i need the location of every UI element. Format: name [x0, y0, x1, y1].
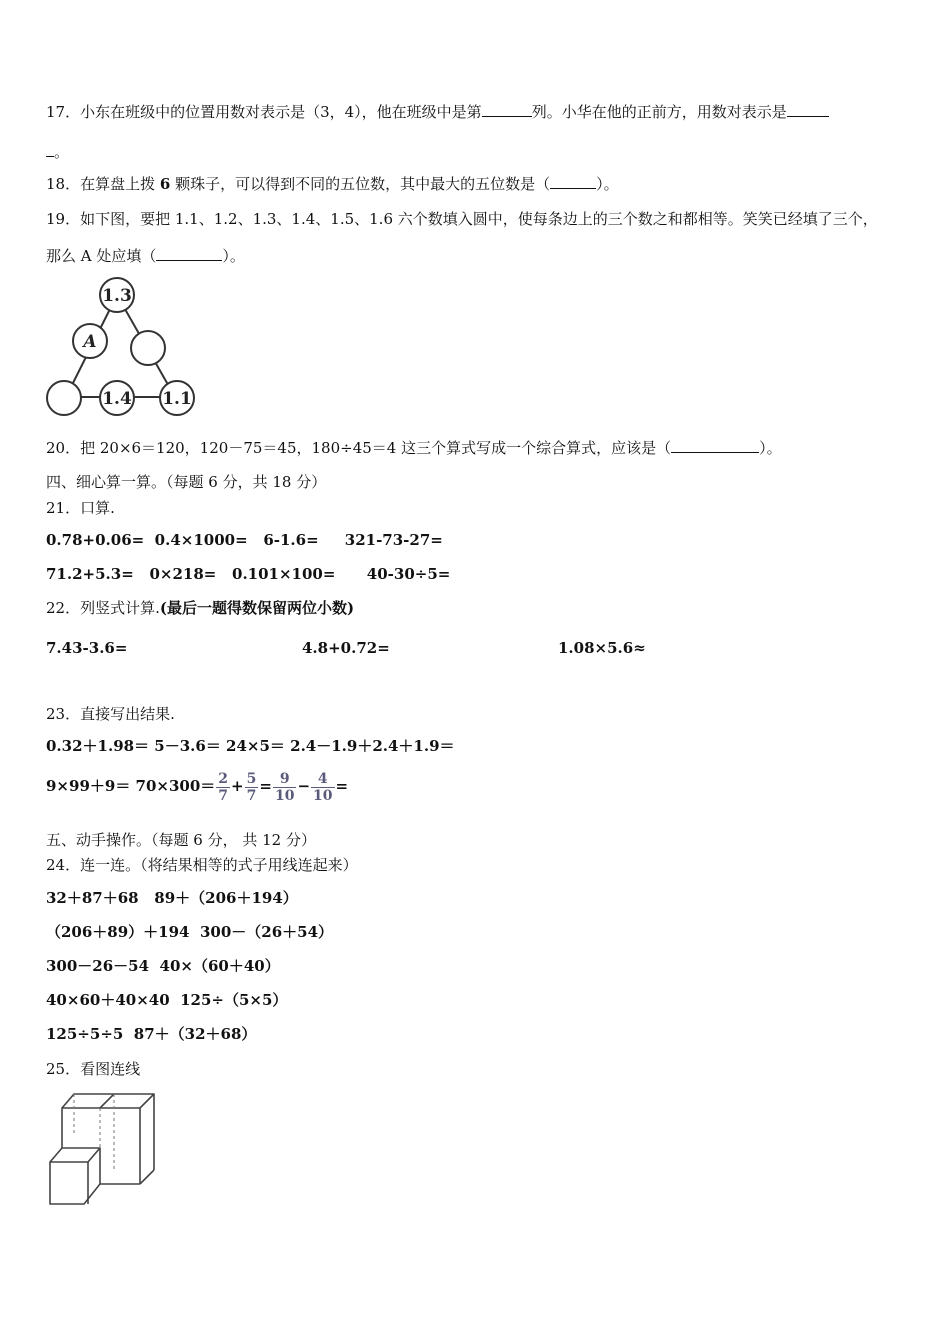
q22-title: 22．列竖式计算. — [46, 599, 160, 617]
q24-left-expr: 300－26－54 — [46, 957, 150, 975]
frac-denominator: 7 — [246, 787, 257, 804]
q20-line — [46, 438, 782, 458]
fraction-2-7 — [216, 771, 230, 804]
q17-text-b: 列。小华在他的正前方，用数对表示是 — [531, 103, 787, 121]
q19-triangle-figure — [40, 275, 200, 420]
q19-text-a: 那么 A 处应填（ — [46, 247, 157, 265]
q22-item-1: 7.43-3.6= — [46, 639, 128, 657]
q17-blank-pair-cont[interactable] — [46, 142, 54, 157]
q17-text-a: 17．小东在班级中的位置用数对表示是（3，4），他在班级中是第 — [46, 103, 482, 121]
q21-item: 6-1.6= — [263, 531, 319, 549]
circle-bottom-left — [47, 381, 81, 415]
q23-row2 — [46, 766, 348, 806]
q24-row — [46, 990, 287, 1010]
label-top: 1.3 — [102, 286, 132, 306]
q24-right-expr: 300－（26＋54） — [199, 923, 334, 941]
q21-item: 0.78+0.06= — [46, 531, 145, 549]
q24-row — [46, 888, 298, 908]
q24-right-expr: 40×（60＋40） — [159, 957, 280, 975]
q21-item: 0×218= — [149, 565, 217, 583]
frac-numerator: 4 — [311, 771, 334, 788]
q17-text-c: 。 — [54, 143, 70, 161]
q21-item: 0.4×1000= — [154, 531, 248, 549]
frac-numerator: 9 — [273, 771, 296, 788]
q24-right-expr: 89＋（206＋194） — [154, 889, 298, 907]
frac-numerator: 5 — [246, 770, 257, 787]
q22-item-2: 4.8+0.72= — [302, 639, 390, 657]
frac-numerator: 2 — [218, 770, 229, 787]
q18-text-a: 18．在算盘上拨 — [46, 175, 156, 193]
q23-title: 23．直接写出结果. — [46, 705, 175, 723]
fraction-5-7 — [245, 771, 259, 804]
q21-item: 321-73-27= — [344, 531, 443, 549]
label-bottom-mid: 1.4 — [102, 389, 132, 409]
q24-left-expr: （206＋89）＋194 — [46, 923, 190, 941]
q25-cube-figure — [44, 1090, 159, 1210]
equals-sign: = — [335, 777, 349, 795]
q24-left-expr: 32＋87＋68 — [46, 889, 139, 907]
q17-line2 — [46, 142, 69, 162]
q25-title: 25．看图连线 — [46, 1060, 141, 1078]
q19-text-b: ）。 — [222, 247, 245, 265]
q21-item: 71.2+5.3= — [46, 565, 134, 583]
q24-row — [46, 922, 333, 942]
frac-denominator: 10 — [274, 787, 295, 804]
fraction-4-10 — [311, 771, 334, 804]
q23-row2-text: 9×99＋9＝ 70×300＝ — [46, 777, 216, 795]
q21-row2 — [46, 564, 450, 584]
circle-right-mid — [131, 331, 165, 365]
q18-num: 6 — [159, 175, 171, 193]
q18-text-c: ）。 — [596, 175, 619, 193]
q24-title: 24．连一连。（将结果相等的式子用线连起来） — [46, 856, 358, 874]
q24-right-expr: 87＋（32＋68） — [133, 1025, 257, 1043]
cube-lower-outline — [50, 1162, 140, 1204]
q24-row — [46, 956, 280, 976]
fraction-9-10 — [273, 771, 296, 804]
equals-sign: = — [259, 777, 272, 795]
cube-top-divider — [100, 1094, 114, 1108]
q17-blank-pair[interactable] — [787, 102, 829, 117]
q24-row — [46, 1024, 256, 1044]
q21-item: 0.101×100= — [232, 565, 336, 583]
q19-blank[interactable] — [156, 246, 222, 261]
q17-blank-column[interactable] — [482, 102, 532, 117]
q20-text-b: ）。 — [759, 439, 782, 457]
q20-text-a: 20．把 20×6＝120，120－75＝45，180÷45＝4 这三个算式写成一个综合算式，应该是（ — [46, 439, 672, 457]
q20-blank[interactable] — [671, 438, 759, 453]
q19-line2 — [46, 246, 245, 266]
frac-denominator: 10 — [313, 787, 333, 804]
q18-blank[interactable] — [550, 174, 596, 189]
q21-item: 40-30÷5= — [366, 565, 451, 583]
frac-denominator: 7 — [218, 787, 229, 804]
cube-step-top — [50, 1148, 100, 1162]
plus-sign: + — [231, 777, 244, 795]
q22-title-line — [46, 598, 354, 618]
q22-note: (最后一题得数保留两位小数) — [159, 599, 355, 617]
q24-right-expr: 125÷（5×5） — [180, 991, 288, 1009]
q22-item-3: 1.08×5.6≈ — [558, 639, 646, 657]
q23-row1: 0.32＋1.98＝ 5－3.6＝ 24×5＝ 2.4－1.9＋2.4＋1.9＝ — [46, 737, 455, 755]
label-bottom-right: 1.1 — [162, 389, 192, 409]
label-left-mid: A — [83, 332, 97, 352]
q21-title: 21．口算. — [46, 499, 115, 517]
q18-text-b: 颗珠子，可以得到不同的五位数，其中最大的五位数是（ — [175, 175, 551, 193]
section-4-heading: 四、细心算一算。（每题 6 分，共 18 分） — [46, 473, 327, 491]
q18-line — [46, 174, 619, 194]
q17-line1 — [46, 102, 829, 122]
section-5-heading: 五、动手操作。（每题 6 分， 共 12 分） — [46, 831, 316, 849]
q24-left-expr: 40×60＋40×40 — [46, 991, 170, 1009]
q19-line1: 19．如下图，要把 1.1、1.2、1.3、1.4、1.5、1.6 六个数填入圆中，使每条边上的三个数之和都相等。笑笑已经填了三个， — [46, 210, 878, 228]
q21-row1 — [46, 530, 443, 550]
cube-side-bottom — [140, 1170, 154, 1184]
q24-left-expr: 125÷5÷5 — [46, 1025, 124, 1043]
minus-sign: − — [297, 777, 311, 795]
